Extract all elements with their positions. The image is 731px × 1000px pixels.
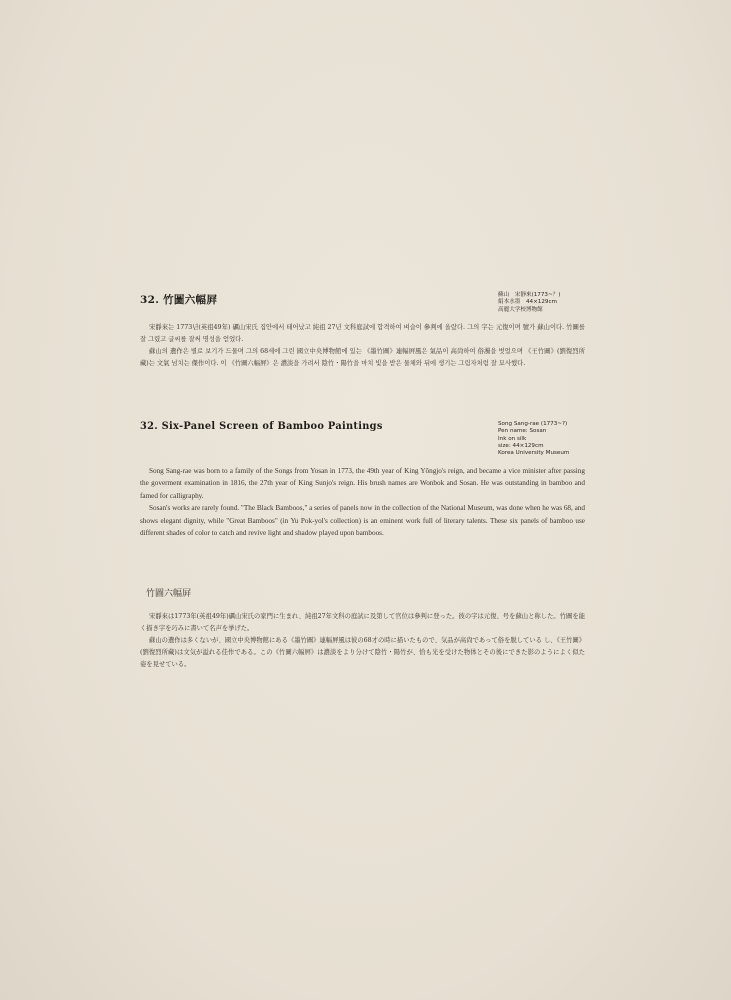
korean-caption [498,292,560,314]
english-caption-size: size: 44×129cm [498,442,544,449]
english-caption-pen-name: Pen name: Sosan [498,428,547,435]
english-caption-medium: Ink on silk [498,435,527,442]
korean-paragraph-2: 蘇山의 遺作은 별로 보기가 드물며 그의 68세에 그린 國立中央博物館에 있는 《墨竹圖》連幅屛風은 氣品이 高尙하여 俗濁을 벗었으며 《王竹圖》(劉復烈所藏)는 文氣 넘치는 傑作이다. 이 《竹圖六幅屛》은 濃淡을 가려서 陰竹・陽竹을 마치 빛을 받은 물체와 뒤에 생기는 그림자처럼 잘 묘사했다. [140,348,585,367]
english-paragraph-1: Song Sang-rae was born to a family of the Songs from Yosan in 1773, the 49th year of King Yŏngjo's reign, and became a vice minister after passing the goverment examination in 1816, the 27th year of King Sunjo's reign. His brush names are Wonbok and Sosan. He was outstanding in bamboo and famed for calligraphy. [140,467,585,500]
korean-title: 32. 竹圖六幅屛 [140,294,218,306]
english-section [140,421,585,539]
korean-caption-artist: 蘇山 宋靜來(1773~？) [498,292,561,298]
korean-caption-collection: 高麗大学校博物館 [498,306,543,313]
korean-paragraph-1: 宋靜來는 1773년(英祖49年) 礪山宋氏 집안에서 태어났고 純祖 27년 文科庭試에 합격하여 벼슬이 參判에 올랐다. 그의 字는 元復이며 號가 蘇山이다. 竹圖를 잘 그렸고 글씨를 잘써 명성을 얻었다. [140,324,585,343]
korean-section [140,292,585,370]
english-caption-artist: Song Sang-rae (1773~?) [498,421,568,427]
english-title: 32. Six-Panel Screen of Bamboo Paintings [140,421,383,432]
english-paragraph-2: Sosan's works are rarely found. "The Black Bamboos," a series of panels now in the collection of the National Museum, was done when he was 68, and shows elegant dignity, while "Great Bamboos" (in Yu Pok-yol's collection) is an eminent work full of literary talents. These six panels of bamboo use different shades of color to catch and revive light and shadow played upon bamboos. [140,504,585,538]
korean-caption-medium: 絹本水墨 44×129cm [498,299,557,306]
english-caption-collection: Korea University Museum [498,450,570,457]
japanese-paragraph-1: 宋靜來は1773年(英祖49年)礪山宋氏の家門に生まれ、純祖27年文科の庭試に及第して官位は參判に登った。彼の字は元復、号を蘇山と称した。竹圖を能く描き字を巧みに書いて名声を挙げた。 [140,613,585,632]
english-body [140,465,585,539]
japanese-title: 竹圖六幅屛 [146,589,192,599]
english-caption [498,421,569,457]
english-title-row [140,421,585,465]
japanese-paragraph-2: 蘇山の遺作は多くないが、國立中央博物館にある《墨竹圖》連幅屛風は彼の68才の時に描いたもので、気品が高尙であって俗を脱している し、《王竹圖》(劉復烈所藏)は文気が溢れる佳作である。この《竹圖六幅屛》は濃淡をより分けて陰竹・陽竹が、恰も光を受けた物体とその後にできた影のようによく似た姿を見せている。 [140,637,585,668]
korean-title-row [140,292,585,322]
japanese-section [140,586,585,671]
japanese-body [140,611,585,671]
korean-body [140,322,585,370]
